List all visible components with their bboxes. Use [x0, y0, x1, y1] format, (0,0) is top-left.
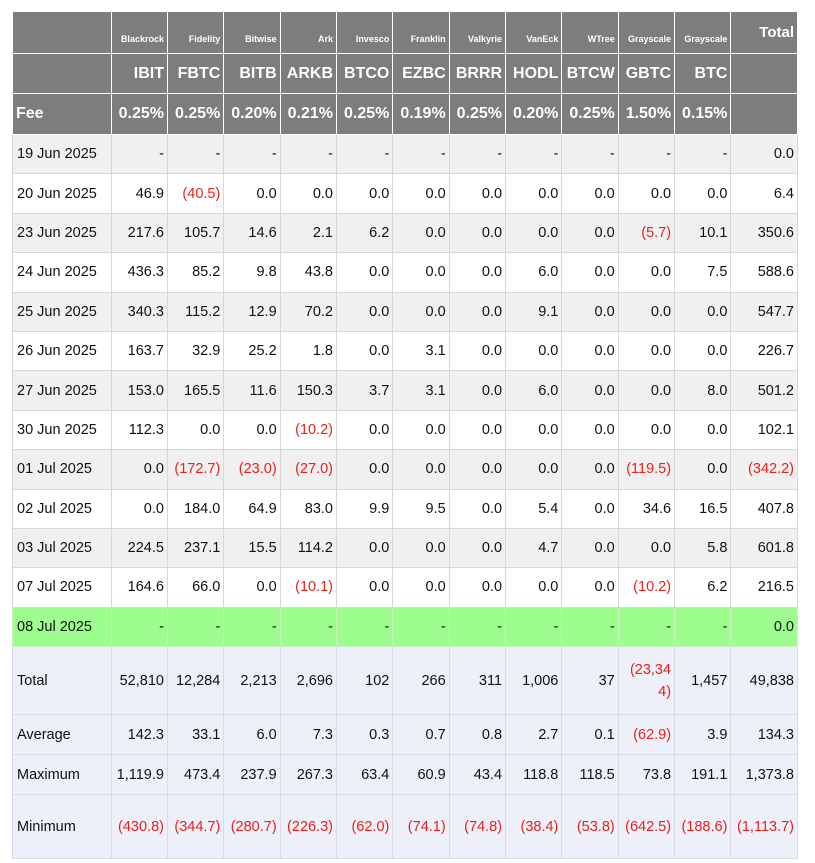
summary-cell-brrr: (74.8) — [449, 795, 505, 859]
flow-cell-hodl: 0.0 — [506, 450, 562, 489]
summary-cell-btc: 1,457 — [675, 647, 731, 715]
flow-cell-fbtc: 0.0 — [167, 410, 223, 449]
issuer-name-btc: Grayscale — [675, 12, 731, 54]
summary-total-cell: (1,113.7) — [731, 795, 798, 859]
flow-cell-ezbc: 0.0 — [393, 292, 449, 331]
flow-cell-btcw: 0.0 — [562, 174, 618, 213]
summary-cell-ezbc: 0.7 — [393, 715, 449, 755]
flow-cell-gbtc: 0.0 — [618, 371, 674, 410]
flow-cell-arkb: 0.0 — [280, 174, 336, 213]
flow-cell-ezbc: - — [393, 607, 449, 646]
issuer-name-gbtc: Grayscale — [618, 12, 674, 54]
summary-cell-fbtc: (344.7) — [167, 795, 223, 859]
flow-cell-btc: 0.0 — [675, 174, 731, 213]
summary-cell-btc: 3.9 — [675, 715, 731, 755]
summary-cell-btcw: 0.1 — [562, 715, 618, 755]
issuer-name-btco: Invesco — [337, 12, 393, 54]
summary-cell-ibit: 142.3 — [111, 715, 167, 755]
flow-cell-btc: 0.0 — [675, 410, 731, 449]
summary-cell-gbtc: 73.8 — [618, 755, 674, 795]
row-total-cell: 0.0 — [731, 607, 798, 646]
table-row — [13, 528, 798, 567]
table-row — [13, 450, 798, 489]
flow-cell-btc: 10.1 — [675, 213, 731, 252]
row-total-cell: 407.8 — [731, 489, 798, 528]
summary-total-cell: 134.3 — [731, 715, 798, 755]
ticker-ibit: IBIT — [111, 54, 167, 94]
flow-cell-btc: - — [675, 135, 731, 174]
table-row — [13, 331, 798, 370]
flow-cell-fbtc: 85.2 — [167, 253, 223, 292]
flow-cell-arkb: 2.1 — [280, 213, 336, 252]
summary-row-total — [13, 647, 798, 715]
flow-cell-gbtc: (5.7) — [618, 213, 674, 252]
ticker-arkb: ARKB — [280, 54, 336, 94]
row-total-cell: 226.7 — [731, 331, 798, 370]
flow-cell-arkb: (27.0) — [280, 450, 336, 489]
flow-cell-ibit: - — [111, 607, 167, 646]
flow-cell-btco: 9.9 — [337, 489, 393, 528]
table-row — [13, 371, 798, 410]
summary-label: Average — [13, 715, 112, 755]
flow-cell-hodl: 0.0 — [506, 410, 562, 449]
summary-cell-brrr: 0.8 — [449, 715, 505, 755]
summary-footer — [13, 647, 798, 859]
flow-cell-ezbc: 0.0 — [393, 213, 449, 252]
fee-btco: 0.25% — [337, 94, 393, 135]
summary-cell-arkb: 267.3 — [280, 755, 336, 795]
flow-cell-btcw: 0.0 — [562, 528, 618, 567]
flow-cell-arkb: (10.1) — [280, 568, 336, 607]
flow-cell-fbtc: 184.0 — [167, 489, 223, 528]
ticker-btc: BTC — [675, 54, 731, 94]
flow-cell-gbtc: 0.0 — [618, 253, 674, 292]
summary-cell-hodl: (38.4) — [506, 795, 562, 859]
flow-cell-ibit: 217.6 — [111, 213, 167, 252]
flow-cell-gbtc: 0.0 — [618, 528, 674, 567]
flow-cell-bitb: 64.9 — [224, 489, 280, 528]
summary-cell-arkb: 2,696 — [280, 647, 336, 715]
flow-cell-hodl: 0.0 — [506, 174, 562, 213]
flow-cell-ibit: - — [111, 135, 167, 174]
flow-cell-fbtc: 105.7 — [167, 213, 223, 252]
flow-cell-ezbc: 0.0 — [393, 174, 449, 213]
flow-cell-btc: 7.5 — [675, 253, 731, 292]
flow-cell-hodl: 9.1 — [506, 292, 562, 331]
summary-cell-gbtc: (62.9) — [618, 715, 674, 755]
flow-cell-btcw: 0.0 — [562, 410, 618, 449]
summary-cell-hodl: 118.8 — [506, 755, 562, 795]
flow-cell-bitb: 0.0 — [224, 568, 280, 607]
summary-cell-fbtc: 473.4 — [167, 755, 223, 795]
fee-ibit: 0.25% — [111, 94, 167, 135]
summary-cell-btc: (188.6) — [675, 795, 731, 859]
flow-cell-brrr: - — [449, 607, 505, 646]
flow-cell-btc: 0.0 — [675, 331, 731, 370]
issuer-name-arkb: Ark — [280, 12, 336, 54]
summary-row-min — [13, 795, 798, 859]
row-total-cell: 350.6 — [731, 213, 798, 252]
flow-cell-ezbc: 0.0 — [393, 253, 449, 292]
flow-cell-ibit: 0.0 — [111, 450, 167, 489]
flow-cell-brrr: 0.0 — [449, 331, 505, 370]
flow-cell-btco: 0.0 — [337, 331, 393, 370]
ticker-fbtc: FBTC — [167, 54, 223, 94]
ticker-btco: BTCO — [337, 54, 393, 94]
bitcoin-etf-flows-table — [12, 11, 798, 859]
flow-cell-bitb: 25.2 — [224, 331, 280, 370]
flow-cell-btco: 0.0 — [337, 528, 393, 567]
date-cell: 24 Jun 2025 — [13, 253, 112, 292]
flow-cell-btcw: - — [562, 135, 618, 174]
flow-cell-bitb: - — [224, 135, 280, 174]
table-row — [13, 292, 798, 331]
flow-cell-hodl: - — [506, 135, 562, 174]
flow-cell-ibit: 224.5 — [111, 528, 167, 567]
flow-cell-arkb: 43.8 — [280, 253, 336, 292]
summary-cell-ibit: (430.8) — [111, 795, 167, 859]
summary-cell-ibit: 1,119.9 — [111, 755, 167, 795]
summary-cell-bitb: 237.9 — [224, 755, 280, 795]
flow-cell-btc: 0.0 — [675, 292, 731, 331]
flow-cell-gbtc: - — [618, 607, 674, 646]
summary-label: Maximum — [13, 755, 112, 795]
flow-cell-fbtc: 32.9 — [167, 331, 223, 370]
flow-cell-ezbc: 9.5 — [393, 489, 449, 528]
flow-cell-ezbc: 0.0 — [393, 450, 449, 489]
flow-cell-arkb: 83.0 — [280, 489, 336, 528]
flow-cell-btco: 0.0 — [337, 174, 393, 213]
etf-flows-table-container — [12, 11, 798, 859]
ticker-hodl: HODL — [506, 54, 562, 94]
flow-cell-btcw: 0.0 — [562, 253, 618, 292]
flow-cell-brrr: 0.0 — [449, 528, 505, 567]
flow-cell-btco: 3.7 — [337, 371, 393, 410]
summary-row-max — [13, 755, 798, 795]
summary-cell-btco: 102 — [337, 647, 393, 715]
summary-cell-hodl: 1,006 — [506, 647, 562, 715]
fee-bitb: 0.20% — [224, 94, 280, 135]
flow-cell-ibit: 46.9 — [111, 174, 167, 213]
summary-cell-ezbc: 60.9 — [393, 755, 449, 795]
row-total-cell: 588.6 — [731, 253, 798, 292]
flow-cell-arkb: 1.8 — [280, 331, 336, 370]
flow-cell-fbtc: (172.7) — [167, 450, 223, 489]
ticker-bitb: BITB — [224, 54, 280, 94]
flow-cell-brrr: 0.0 — [449, 174, 505, 213]
flow-cell-btcw: 0.0 — [562, 568, 618, 607]
table-row — [13, 489, 798, 528]
date-cell: 19 Jun 2025 — [13, 135, 112, 174]
fee-arkb: 0.21% — [280, 94, 336, 135]
flow-cell-btco: - — [337, 607, 393, 646]
flow-cell-brrr: 0.0 — [449, 213, 505, 252]
date-cell: 30 Jun 2025 — [13, 410, 112, 449]
flow-cell-gbtc: 34.6 — [618, 489, 674, 528]
flow-cell-brrr: - — [449, 135, 505, 174]
flow-cell-bitb: 11.6 — [224, 371, 280, 410]
table-header — [13, 12, 798, 135]
flow-cell-fbtc: 66.0 — [167, 568, 223, 607]
corner-header-cell — [13, 12, 112, 54]
total-ticker-blank — [731, 54, 798, 94]
flow-cell-bitb: 9.8 — [224, 253, 280, 292]
table-row — [13, 135, 798, 174]
flow-cell-gbtc: 0.0 — [618, 331, 674, 370]
summary-cell-ibit: 52,810 — [111, 647, 167, 715]
summary-cell-bitb: 2,213 — [224, 647, 280, 715]
summary-cell-bitb: 6.0 — [224, 715, 280, 755]
flow-cell-btcw: 0.0 — [562, 371, 618, 410]
summary-cell-bitb: (280.7) — [224, 795, 280, 859]
flow-cell-fbtc: 237.1 — [167, 528, 223, 567]
fee-brrr: 0.25% — [449, 94, 505, 135]
flow-cell-gbtc: - — [618, 135, 674, 174]
summary-cell-gbtc: (642.5) — [618, 795, 674, 859]
flow-cell-ezbc: 3.1 — [393, 331, 449, 370]
flow-cell-ibit: 163.7 — [111, 331, 167, 370]
date-cell: 26 Jun 2025 — [13, 331, 112, 370]
flow-cell-gbtc: 0.0 — [618, 292, 674, 331]
summary-cell-fbtc: 12,284 — [167, 647, 223, 715]
ticker-brrr: BRRR — [449, 54, 505, 94]
flow-cell-btc: 8.0 — [675, 371, 731, 410]
flow-cell-bitb: 0.0 — [224, 410, 280, 449]
issuer-header-row — [13, 12, 798, 54]
summary-cell-btcw: (53.8) — [562, 795, 618, 859]
flow-cell-brrr: 0.0 — [449, 410, 505, 449]
flow-cell-ibit: 153.0 — [111, 371, 167, 410]
table-row — [13, 213, 798, 252]
flow-cell-btco: 0.0 — [337, 568, 393, 607]
fee-gbtc: 1.50% — [618, 94, 674, 135]
fee-btcw: 0.25% — [562, 94, 618, 135]
flow-cell-arkb: (10.2) — [280, 410, 336, 449]
flow-cell-bitb: 12.9 — [224, 292, 280, 331]
flow-cell-ibit: 436.3 — [111, 253, 167, 292]
fee-btc: 0.15% — [675, 94, 731, 135]
summary-total-cell: 49,838 — [731, 647, 798, 715]
flow-cell-brrr: 0.0 — [449, 450, 505, 489]
summary-label: Total — [13, 647, 112, 715]
ticker-header-row — [13, 54, 798, 94]
summary-cell-ezbc: (74.1) — [393, 795, 449, 859]
issuer-name-btcw: WTree — [562, 12, 618, 54]
flow-cell-ibit: 112.3 — [111, 410, 167, 449]
flow-cell-bitb: - — [224, 607, 280, 646]
ticker-gbtc: GBTC — [618, 54, 674, 94]
flow-cell-btc: - — [675, 607, 731, 646]
row-total-cell: 601.8 — [731, 528, 798, 567]
flow-cell-arkb: 150.3 — [280, 371, 336, 410]
flow-cell-btco: 0.0 — [337, 450, 393, 489]
flow-cell-fbtc: - — [167, 607, 223, 646]
summary-cell-fbtc: 33.1 — [167, 715, 223, 755]
summary-cell-gbtc: (23,344) — [618, 647, 674, 715]
row-total-cell: 501.2 — [731, 371, 798, 410]
issuer-name-ibit: Blackrock — [111, 12, 167, 54]
flow-cell-brrr: 0.0 — [449, 292, 505, 331]
summary-cell-btco: 63.4 — [337, 755, 393, 795]
fee-ezbc: 0.19% — [393, 94, 449, 135]
flow-cell-ezbc: 0.0 — [393, 410, 449, 449]
flow-cell-ezbc: 0.0 — [393, 568, 449, 607]
flow-cell-ibit: 164.6 — [111, 568, 167, 607]
flow-cell-btcw: 0.0 — [562, 213, 618, 252]
flow-cell-btc: 6.2 — [675, 568, 731, 607]
summary-cell-ezbc: 266 — [393, 647, 449, 715]
flow-cell-btc: 5.8 — [675, 528, 731, 567]
flow-cell-hodl: - — [506, 607, 562, 646]
table-row — [13, 410, 798, 449]
summary-cell-btcw: 118.5 — [562, 755, 618, 795]
flow-cell-bitb: (23.0) — [224, 450, 280, 489]
flow-cell-brrr: 0.0 — [449, 253, 505, 292]
flow-cell-bitb: 15.5 — [224, 528, 280, 567]
flow-cell-btcw: 0.0 — [562, 292, 618, 331]
date-cell: 01 Jul 2025 — [13, 450, 112, 489]
flow-cell-brrr: 0.0 — [449, 489, 505, 528]
flow-cell-ezbc: 3.1 — [393, 371, 449, 410]
table-row — [13, 174, 798, 213]
flow-cell-gbtc: (119.5) — [618, 450, 674, 489]
summary-cell-arkb: (226.3) — [280, 795, 336, 859]
flow-cell-bitb: 14.6 — [224, 213, 280, 252]
summary-total-cell: 1,373.8 — [731, 755, 798, 795]
flow-cell-btcw: 0.0 — [562, 450, 618, 489]
flow-cell-ibit: 340.3 — [111, 292, 167, 331]
flow-cell-fbtc: 115.2 — [167, 292, 223, 331]
flow-cell-fbtc: (40.5) — [167, 174, 223, 213]
flow-cell-brrr: 0.0 — [449, 371, 505, 410]
ticker-ezbc: EZBC — [393, 54, 449, 94]
row-total-cell: 6.4 — [731, 174, 798, 213]
summary-row-avg — [13, 715, 798, 755]
flow-cell-hodl: 6.0 — [506, 371, 562, 410]
flow-cell-hodl: 5.4 — [506, 489, 562, 528]
row-total-cell: 0.0 — [731, 135, 798, 174]
flow-cell-fbtc: 165.5 — [167, 371, 223, 410]
summary-cell-brrr: 311 — [449, 647, 505, 715]
flow-cell-arkb: - — [280, 607, 336, 646]
total-fee-blank — [731, 94, 798, 135]
issuer-name-brrr: Valkyrie — [449, 12, 505, 54]
date-cell: 02 Jul 2025 — [13, 489, 112, 528]
flow-cell-arkb: 70.2 — [280, 292, 336, 331]
fee-hodl: 0.20% — [506, 94, 562, 135]
row-total-cell: 102.1 — [731, 410, 798, 449]
flow-cell-arkb: - — [280, 135, 336, 174]
issuer-name-bitb: Bitwise — [224, 12, 280, 54]
flow-cell-btco: - — [337, 135, 393, 174]
fee-header-row — [13, 94, 798, 135]
flow-cell-brrr: 0.0 — [449, 568, 505, 607]
date-cell: 23 Jun 2025 — [13, 213, 112, 252]
date-cell: 08 Jul 2025 — [13, 607, 112, 646]
flow-cell-btcw: - — [562, 607, 618, 646]
summary-cell-arkb: 7.3 — [280, 715, 336, 755]
date-cell: 03 Jul 2025 — [13, 528, 112, 567]
fee-label: Fee — [13, 94, 112, 135]
fee-fbtc: 0.25% — [167, 94, 223, 135]
flow-cell-btco: 0.0 — [337, 410, 393, 449]
table-row — [13, 568, 798, 607]
flow-cell-ibit: 0.0 — [111, 489, 167, 528]
flow-cell-gbtc: 0.0 — [618, 410, 674, 449]
flow-cell-gbtc: (10.2) — [618, 568, 674, 607]
flow-cell-btco: 0.0 — [337, 292, 393, 331]
flow-cell-btco: 6.2 — [337, 213, 393, 252]
corner-header-cell — [13, 54, 112, 94]
date-cell: 07 Jul 2025 — [13, 568, 112, 607]
flow-cell-arkb: 114.2 — [280, 528, 336, 567]
flow-cell-hodl: 4.7 — [506, 528, 562, 567]
summary-label: Minimum — [13, 795, 112, 859]
flow-cell-btc: 0.0 — [675, 450, 731, 489]
issuer-name-ezbc: Franklin — [393, 12, 449, 54]
summary-cell-btco: 0.3 — [337, 715, 393, 755]
row-total-cell: 216.5 — [731, 568, 798, 607]
date-cell: 27 Jun 2025 — [13, 371, 112, 410]
flow-cell-btcw: 0.0 — [562, 489, 618, 528]
summary-cell-btcw: 37 — [562, 647, 618, 715]
flow-cell-ezbc: - — [393, 135, 449, 174]
total-column-header: Total — [731, 12, 798, 54]
row-total-cell: 547.7 — [731, 292, 798, 331]
table-row-current-day — [13, 607, 798, 646]
table-row — [13, 253, 798, 292]
issuer-name-hodl: VanEck — [506, 12, 562, 54]
flow-cell-btco: 0.0 — [337, 253, 393, 292]
summary-cell-btc: 191.1 — [675, 755, 731, 795]
ticker-btcw: BTCW — [562, 54, 618, 94]
flow-cell-fbtc: - — [167, 135, 223, 174]
summary-cell-brrr: 43.4 — [449, 755, 505, 795]
issuer-name-fbtc: Fidelity — [167, 12, 223, 54]
flow-cell-btc: 16.5 — [675, 489, 731, 528]
flow-cell-hodl: 0.0 — [506, 568, 562, 607]
flow-cell-hodl: 6.0 — [506, 253, 562, 292]
summary-cell-hodl: 2.7 — [506, 715, 562, 755]
flow-cell-hodl: 0.0 — [506, 213, 562, 252]
row-total-cell: (342.2) — [731, 450, 798, 489]
flow-cell-btcw: 0.0 — [562, 331, 618, 370]
date-cell: 20 Jun 2025 — [13, 174, 112, 213]
date-cell: 25 Jun 2025 — [13, 292, 112, 331]
daily-flows-body — [13, 135, 798, 647]
summary-cell-btco: (62.0) — [337, 795, 393, 859]
flow-cell-gbtc: 0.0 — [618, 174, 674, 213]
flow-cell-bitb: 0.0 — [224, 174, 280, 213]
flow-cell-hodl: 0.0 — [506, 331, 562, 370]
flow-cell-ezbc: 0.0 — [393, 528, 449, 567]
